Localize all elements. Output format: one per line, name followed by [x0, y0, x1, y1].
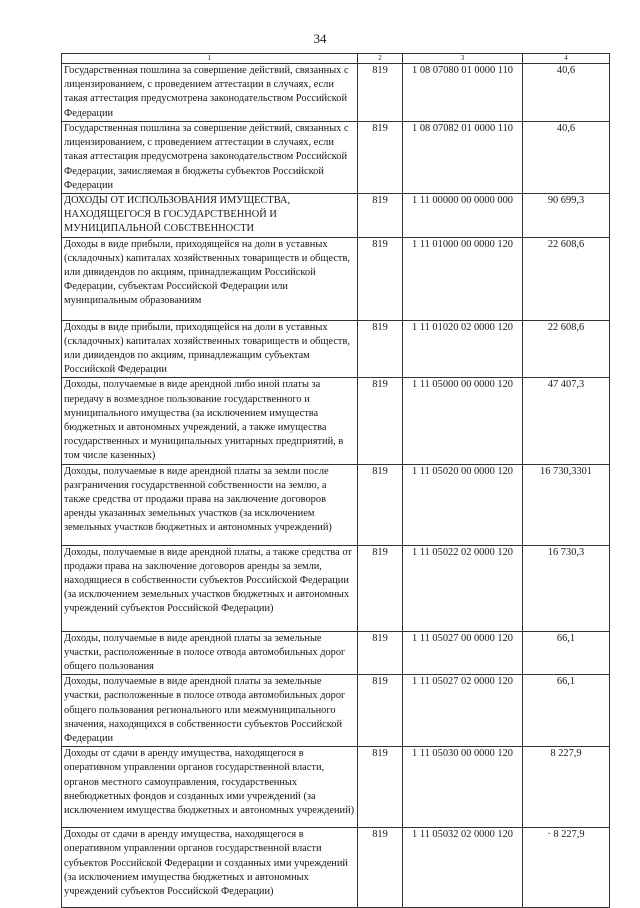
budget-classification-code: 1 11 00000 00 0000 000 — [403, 194, 523, 238]
budget-classification-code: 1 11 05027 02 0000 120 — [403, 675, 523, 747]
administrator-code: 819 — [358, 747, 403, 828]
administrator-code: 819 — [358, 464, 403, 545]
administrator-code: 819 — [358, 320, 403, 378]
administrator-code: 819 — [358, 122, 403, 194]
amount: 22 608,6 — [523, 237, 610, 320]
table-row — [62, 545, 610, 631]
revenue-name: Доходы, получаемые в виде арендной либо иной платы за передачу в возмездное пользование государственного и муниципального имущества (за исключением имущества бюджетных и автономных учреждений, а также имущества государственных и муниципальных унитарных предприятий, в том числе казенных) — [62, 378, 358, 464]
revenue-name: Доходы, получаемые в виде арендной платы за земельные участки, расположенные в полосе отвода автомобильных дорог общего пользования — [62, 631, 358, 675]
revenue-name: Доходы, получаемые в виде арендной платы, а также средства от продажи права на заключение договоров аренды за земли, находящиеся в собственности субъектов Российской Федерации (за исключением земельных участков бюджетных и автономных учреждений субъектов Российской Федерации) — [62, 545, 358, 631]
revenue-name: Государственная пошлина за совершение действий, связанных с лицензированием, с проведением аттестации в случаях, если такая аттестация предусмотрена законодательством Российской Федерации — [62, 64, 358, 122]
budget-classification-code: 1 11 05022 02 0000 120 — [403, 545, 523, 631]
revenue-table — [61, 53, 610, 908]
amount: · 8 227,9 — [523, 828, 610, 908]
budget-classification-code: 1 11 05027 00 0000 120 — [403, 631, 523, 675]
table-row — [62, 64, 610, 122]
table-row — [62, 464, 610, 545]
revenue-name: ДОХОДЫ ОТ ИСПОЛЬЗОВАНИЯ ИМУЩЕСТВА, НАХОДЯЩЕГОСЯ В ГОСУДАРСТВЕННОЙ И МУНИЦИПАЛЬНОЙ СОБСТВЕННОСТИ — [62, 194, 358, 238]
amount: 47 407,3 — [523, 378, 610, 464]
budget-classification-code: 1 08 07080 01 0000 110 — [403, 64, 523, 122]
administrator-code: 819 — [358, 545, 403, 631]
revenue-name: Доходы, получаемые в виде арендной платы за земли после разграничения государственной собственности на землю, а также средства от продажи права на заключение договоров аренды указанных земельных участков (за исключением земельных участков бюджетных и автономных учреждений) — [62, 464, 358, 545]
table-row — [62, 828, 610, 908]
amount: 16 730,3301 — [523, 464, 610, 545]
table-row — [62, 194, 610, 238]
table-row — [62, 631, 610, 675]
administrator-code: 819 — [358, 828, 403, 908]
table-row — [62, 237, 610, 320]
budget-classification-code: 1 11 01000 00 0000 120 — [403, 237, 523, 320]
budget-classification-code: 1 11 05020 00 0000 120 — [403, 464, 523, 545]
table-row — [62, 378, 610, 464]
revenue-name: Доходы, получаемые в виде арендной платы за земельные участки, расположенные в полосе отвода автомобильных дорог общего пользования регионального или межмуниципального значения, находящихся в собственности субъектов Российской Федерации — [62, 675, 358, 747]
budget-classification-code: 1 11 01020 02 0000 120 — [403, 320, 523, 378]
page-number: 34 — [313, 31, 327, 46]
revenue-name: Доходы в виде прибыли, приходящейся на доли в уставных (складочных) капиталах хозяйственных товариществ и обществ, или дивидендов по акциям, принадлежащим субъектам Российской Федерации — [62, 320, 358, 378]
table-row — [62, 675, 610, 747]
table-row — [62, 122, 610, 194]
budget-classification-code: 1 11 05000 00 0000 120 — [403, 378, 523, 464]
administrator-code: 819 — [358, 675, 403, 747]
revenue-name: Доходы в виде прибыли, приходящейся на доли в уставных (складочных) капиталах хозяйственных товариществ и обществ, или дивидендов по акциям, принадлежащим Российской Федерации, субъектам Российской Федерации или муниципальным образованиям — [62, 237, 358, 320]
amount: 16 730,3 — [523, 545, 610, 631]
administrator-code: 819 — [358, 64, 403, 122]
budget-classification-code: 1 11 05032 02 0000 120 — [403, 828, 523, 908]
revenue-name: Доходы от сдачи в аренду имущества, находящегося в оперативном управлении органов государственной власти, органов местного самоуправления, государственных внебюджетных фондов и созданных ими учреждений (за исключением имущества бюджетных и автономных учреждений) — [62, 747, 358, 828]
budget-classification-code: 1 08 07082 01 0000 110 — [403, 122, 523, 194]
column-header: 1 — [62, 54, 358, 64]
column-number-row — [62, 54, 610, 64]
column-header: 3 — [403, 54, 523, 64]
budget-classification-code: 1 11 05030 00 0000 120 — [403, 747, 523, 828]
amount: 66,1 — [523, 675, 610, 747]
administrator-code: 819 — [358, 378, 403, 464]
amount: 90 699,3 — [523, 194, 610, 238]
administrator-code: 819 — [358, 237, 403, 320]
table-row — [62, 747, 610, 828]
administrator-code: 819 — [358, 631, 403, 675]
revenue-name: Доходы от сдачи в аренду имущества, находящегося в оперативном управлении органов государственной власти субъектов Российской Федерации и созданных ими учреждений (за исключением имущества бюджетных и автономных учреждений субъектов Российской Федерации) — [62, 828, 358, 908]
column-header: 4 — [523, 54, 610, 64]
revenue-name: Государственная пошлина за совершение действий, связанных с лицензированием, с проведением аттестации в случаях, если такая аттестация предусмотрена законодательством Российской Федерации, зачисляемая в бюджеты субъектов Российской Федерации — [62, 122, 358, 194]
amount: 8 227,9 — [523, 747, 610, 828]
column-header: 2 — [358, 54, 403, 64]
amount: 22 608,6 — [523, 320, 610, 378]
amount: 40,6 — [523, 122, 610, 194]
amount: 66,1 — [523, 631, 610, 675]
table-row — [62, 320, 610, 378]
amount: 40,6 — [523, 64, 610, 122]
administrator-code: 819 — [358, 194, 403, 238]
